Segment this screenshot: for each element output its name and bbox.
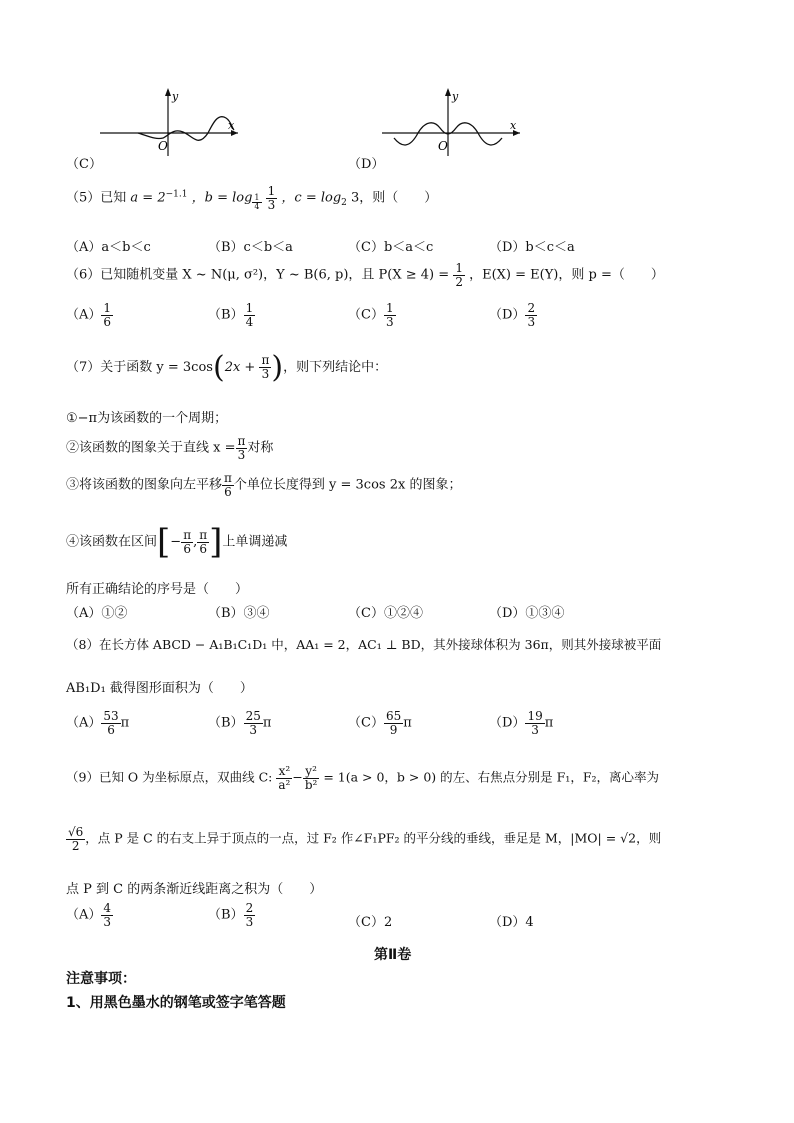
q5-option-b: （B）c＜b＜a (208, 240, 293, 255)
q6-option-a: （A） $\frac{1}{6}$ (66, 301, 112, 329)
graph-d-label: （D） (348, 157, 385, 172)
q7-option-b: （B）③④ (208, 606, 270, 621)
q6-stem: （6）已知随机变量 X ~ N(μ, σ²)，Y ~ B(6, p)，且 P(X ≥ 4) = $\frac{1}{2}$ ，E(X) = E(Y)，则 p =（ ） (66, 261, 664, 289)
q7-option-a: （A）①② (66, 606, 128, 621)
q5-option-c: （C）b＜a＜c (348, 240, 434, 255)
part-two-title: 第Ⅱ卷 (374, 947, 412, 963)
q9-option-d: （D）4 (489, 915, 534, 930)
graph-d-origin: O (438, 139, 448, 153)
q6-option-b: （B） $\frac{1}{4}$ (208, 301, 254, 329)
q6-option-c: （C） $\frac{1}{3}$ (348, 301, 394, 329)
notice-heading: 注意事项： (66, 971, 136, 987)
q8-stem-line1: （8）在长方体 ABCD − A₁B₁C₁D₁ 中，AA₁ = 2，AC₁ ⊥ BD，其外接球体积为 36π，则其外接球被平面 (66, 637, 662, 652)
graph-c-x-label: x (228, 119, 235, 132)
q7-statement-3: ③将该函数的图象向左平移 $\frac{\pi}{6}$ 个单位长度得到 y = 3cos 2x 的图象； (66, 471, 462, 499)
graph-c-y-label: y (172, 90, 179, 103)
q8-option-d: （D） $\frac{19}{3}$ π (489, 709, 554, 737)
graph-d-y-label: y (452, 90, 459, 103)
q9-stem-line1: （9）已知 O 为坐标原点，双曲线 C: $\frac{\text{x²}}{\text{a²}}$ − $\frac{\text{y²}}{\text{b²}}$ = 1(a > 0，b > 0) 的左、右焦点分别是 F₁，F₂，离心率为 (66, 764, 659, 792)
q7-option-d: （D）①③④ (489, 606, 565, 621)
q9-option-b: （B） $\frac{2}{3}$ (208, 901, 254, 929)
q7-ask: 所有正确结论的序号是（ ） (66, 582, 249, 597)
q8-option-a: （A） $\frac{53}{6}$ π (66, 709, 130, 737)
q7-option-c: （C）①②④ (348, 606, 423, 621)
graph-c-label: （C） (66, 157, 102, 172)
graph-c (98, 88, 248, 158)
q5-stem: （5）已知 $a = 2^{-1.1}$ ，b = log $_{\frac{1}{4}}$ $\frac{1}{3}$ ，$c = \log_2 3$，则（ ） (66, 184, 438, 212)
q8-option-c: （C） $\frac{65}{9}$ π (348, 709, 412, 737)
q8-option-b: （B） $\frac{25}{3}$ π (208, 709, 272, 737)
q5-option-a: （A）a＜b＜c (66, 240, 151, 255)
graph-c-origin: O (158, 139, 168, 153)
q9-option-c: （C）2 (348, 915, 393, 930)
q9-stem-line2: $\frac{√6}{2}$ ，点 P 是 C 的右支上异于顶点的一点，过 F₂ 作∠F₁PF₂ 的平分线的垂线，垂足是 M，|MO| = √2，则 (68, 825, 662, 853)
q7-stem: （7）关于函数 y = 3cos(2x + $\frac{\pi}{3}$ )，则下列结论中： (66, 350, 388, 385)
q7-statement-4: ④该函数在区间[− $\frac{\pi}{6}$ , $\frac{\pi}{6}$ ]上单调递减 (66, 522, 288, 562)
graph-d-x-label: x (510, 119, 517, 132)
q8-stem-line2: AB₁D₁ 截得图形面积为（ ） (66, 681, 253, 696)
q6-option-d: （D） $\frac{2}{3}$ (489, 301, 536, 329)
q7-statement-1: ①−π为该函数的一个周期； (66, 411, 228, 426)
notice-item-1: 1、用黑色墨水的钢笔或签字笔答题 (66, 995, 286, 1011)
q9-option-a: （A） $\frac{4}{3}$ (66, 901, 112, 929)
graph-d (380, 88, 530, 158)
q9-stem-line3: 点 P 到 C 的两条渐近线距离之积为（ ） (66, 882, 323, 897)
q5-option-d: （D）b＜c＜a (489, 240, 575, 255)
q7-statement-2: ②该函数的图象关于直线 x = $\frac{\pi}{3}$ 对称 (66, 434, 274, 462)
